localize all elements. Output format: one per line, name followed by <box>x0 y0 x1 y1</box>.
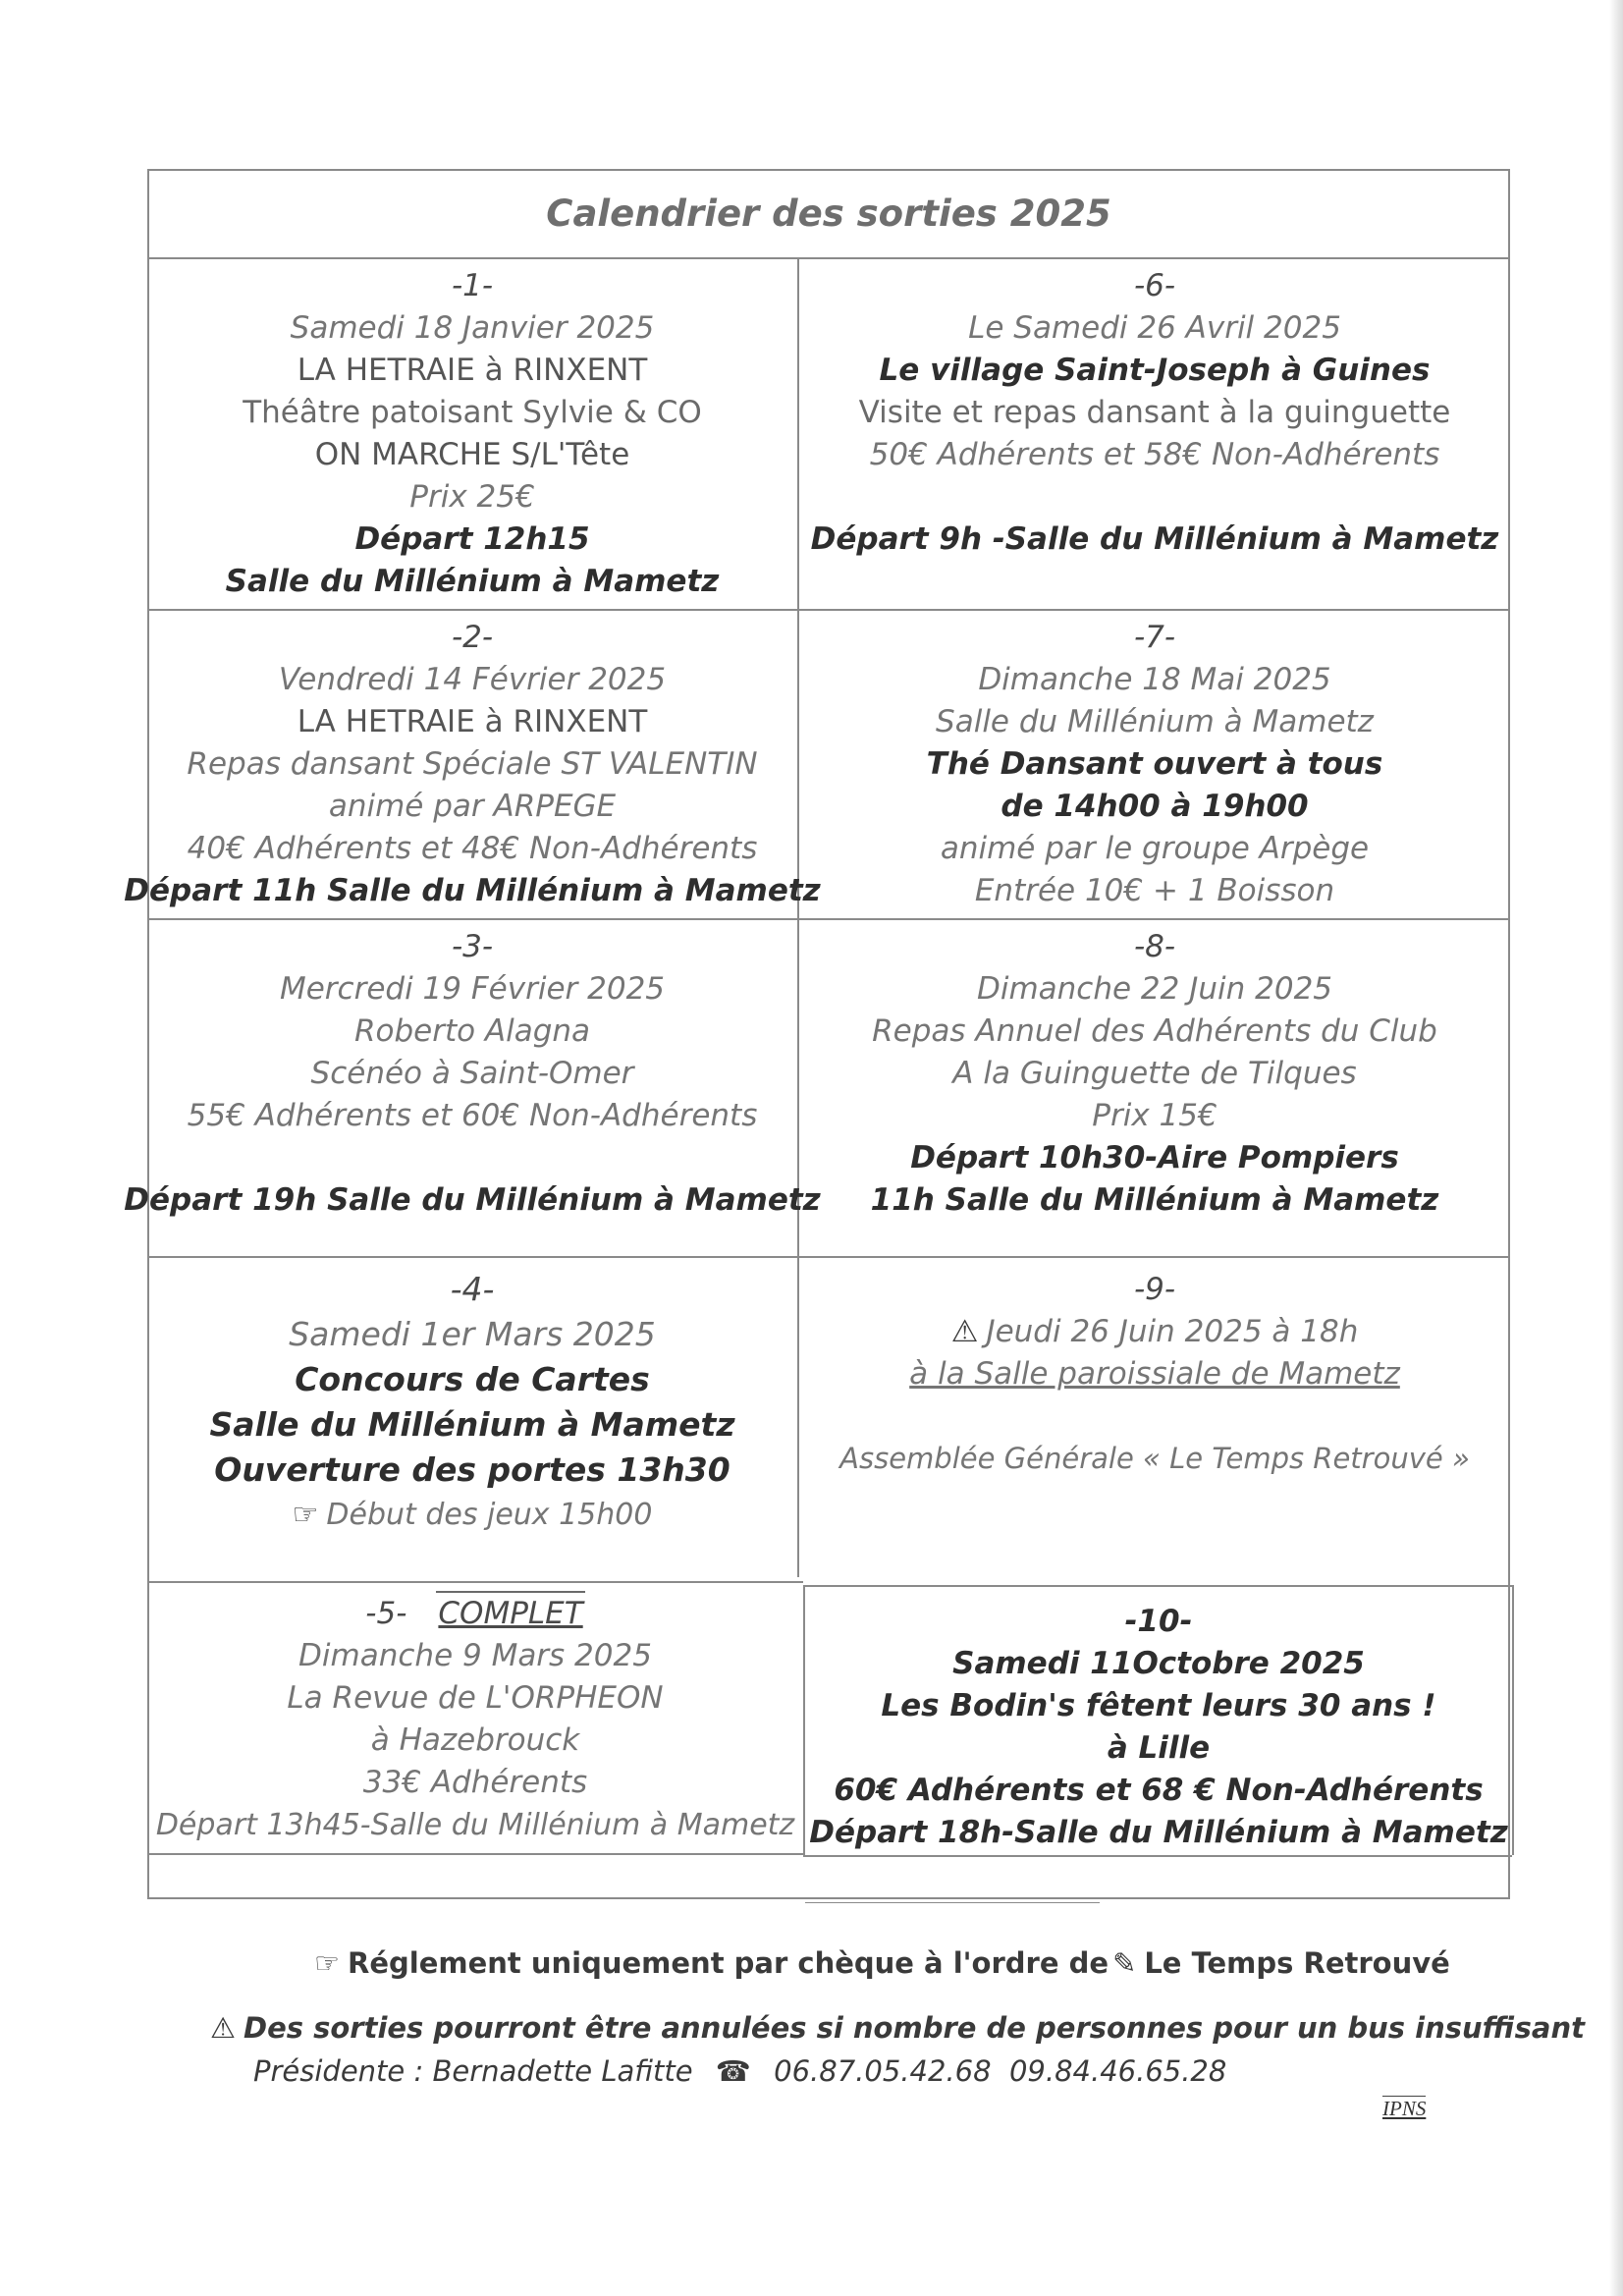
outing-event: Repas Annuel des Adhérents du Club <box>872 1013 1437 1049</box>
outing-venue: A la Guinguette de Tilques <box>952 1056 1357 1091</box>
page-title: Calendrier des sorties 2025 <box>546 191 1111 235</box>
outing-date: Mercredi 19 Février 2025 <box>279 971 666 1007</box>
outing-price: Entrée 10€ + 1 Boisson <box>974 873 1335 908</box>
outing-event: Visite et repas dansant à la guinguette <box>858 395 1451 430</box>
outing-departure: Départ 13h45-Salle du Millénium à Mametz <box>155 1808 795 1842</box>
president-phones: 06.87.05.42.68 09.84.46.65.28 <box>774 2054 1227 2088</box>
outing-number: -9- <box>1133 1272 1176 1307</box>
outing-date: Le Samedi 26 Avril 2025 <box>968 310 1341 346</box>
outing-venue: à Lille <box>1107 1730 1211 1766</box>
outing-date <box>951 1311 1359 1353</box>
pointing-hand-icon: ☞ <box>292 1498 319 1532</box>
warning-note <box>210 2011 1585 2045</box>
outing-price: 60€ Adhérents et 68 € Non-Adhérents <box>834 1773 1484 1808</box>
warning-triangle-icon: ⚠ <box>950 1314 979 1349</box>
scan-edge <box>1609 0 1623 2296</box>
outing-event: Les Bodin's fêtent leurs 30 ans ! <box>881 1688 1436 1723</box>
outing-date: Vendredi 14 Février 2025 <box>278 662 667 697</box>
outing-departure: Départ 10h30-Aire Pompiers <box>910 1140 1399 1175</box>
outing-event: Repas dansant Spéciale ST VALENTIN <box>187 746 758 782</box>
under-stroke <box>805 1902 1100 1903</box>
outing-8 <box>799 926 1510 1222</box>
outing-games-start-text: Début des jeux 15h00 <box>326 1498 653 1532</box>
outing-6 <box>799 265 1510 561</box>
row-divider-4-left <box>147 1581 803 1583</box>
row-divider-2 <box>147 918 1510 920</box>
outing-meeting-point: Salle du Millénium à Mametz <box>225 564 720 599</box>
outing-hours: de 14h00 à 19h00 <box>1001 789 1309 824</box>
outing-price: Prix 25€ <box>409 479 535 515</box>
outing-3 <box>124 926 821 1222</box>
outing-meeting-point: 11h Salle du Millénium à Mametz <box>870 1182 1439 1218</box>
outing-9 <box>799 1269 1510 1480</box>
outing-4 <box>147 1267 797 1538</box>
outing-venue: à Hazebrouck <box>370 1722 580 1758</box>
payment-note-text: Réglement uniquement par chèque à l'ordre de <box>348 1946 1109 1980</box>
outing-departure: Départ 18h-Salle du Millénium à Mametz <box>809 1815 1508 1850</box>
outing-entertainment: animé par le groupe Arpège <box>940 831 1370 866</box>
telephone-icon: ☎ <box>715 2054 751 2088</box>
row-divider-3 <box>147 1256 1510 1258</box>
outing-price: 55€ Adhérents et 60€ Non-Adhérents <box>187 1098 758 1133</box>
outing-event: La Revue de L'ORPHEON <box>287 1680 664 1716</box>
outing-venue: à la Salle paroissiale de Mametz <box>909 1356 1400 1392</box>
outing-number: -7- <box>1133 620 1176 655</box>
outing-date: Dimanche 22 Juin 2025 <box>976 971 1333 1007</box>
outing-venue: Salle du Millénium à Mametz <box>209 1405 735 1444</box>
outing-number: -6- <box>1133 268 1176 303</box>
outing-departure: Départ 9h -Salle du Millénium à Mametz <box>810 521 1499 557</box>
outing-date: Samedi 11Octobre 2025 <box>952 1646 1365 1681</box>
outing-number-row <box>365 1591 584 1635</box>
outing-number: -8- <box>1133 929 1176 964</box>
title-divider <box>147 257 1510 259</box>
outing-10 <box>805 1601 1512 1854</box>
outing-number: -10- <box>1124 1604 1193 1639</box>
outing-number: -2- <box>451 620 494 655</box>
outing-show: ON MARCHE S/L'Tête <box>314 437 630 472</box>
outing-departure: Départ 12h15 <box>354 521 590 557</box>
outing-event: Roberto Alagna <box>353 1013 591 1049</box>
outing-departure: Départ 19h Salle du Millénium à Mametz <box>124 1182 821 1218</box>
right-box-side <box>1512 1585 1514 1855</box>
outing-entertainment: animé par ARPEGE <box>328 789 617 824</box>
outing-price: Prix 15€ <box>1092 1098 1217 1133</box>
outing-price: 50€ Adhérents et 58€ Non-Adhérents <box>869 437 1440 472</box>
ipns-stamp: IPNS <box>1382 2097 1427 2120</box>
outing-number: -1- <box>451 268 494 303</box>
outing-event: Thé Dansant ouvert à tous <box>926 746 1383 782</box>
president-line <box>253 2054 1226 2088</box>
pointing-hand-icon: ☞ <box>314 1946 340 1980</box>
outing-venue: Le village Saint-Joseph à Guines <box>879 353 1431 388</box>
outing-number: -4- <box>450 1270 495 1308</box>
outing-event: Théâtre patoisant Sylvie & CO <box>243 395 702 430</box>
outing-date: Samedi 1er Mars 2025 <box>289 1315 656 1353</box>
outing-doors: Ouverture des portes 13h30 <box>214 1450 730 1489</box>
outing-7 <box>799 617 1510 912</box>
outing-5 <box>147 1591 803 1846</box>
complet-badge: COMPLET <box>436 1591 584 1635</box>
outing-venue: Scénéo à Saint-Omer <box>310 1056 634 1091</box>
outing-games-start <box>293 1493 653 1538</box>
left-box-bottom <box>147 1853 803 1855</box>
outing-date: Dimanche 18 Mai 2025 <box>978 662 1331 697</box>
outing-date: Samedi 18 Janvier 2025 <box>290 310 655 346</box>
outing-event: Concours de Cartes <box>295 1360 650 1398</box>
outing-date: Dimanche 9 Mars 2025 <box>298 1638 652 1673</box>
outing-number: -3- <box>451 929 494 964</box>
outing-number: -5- <box>365 1596 407 1631</box>
row-divider-1 <box>147 609 1510 611</box>
payment-payee: Le Temps Retrouvé <box>1144 1946 1450 1980</box>
outing-venue: LA HETRAIE à RINXENT <box>297 704 648 739</box>
outing-1 <box>147 265 797 603</box>
outing-date-text: Jeudi 26 Juin 2025 à 18h <box>986 1314 1359 1349</box>
outing-price: 40€ Adhérents et 48€ Non-Adhérents <box>187 831 758 866</box>
right-box-bottom <box>803 1855 1512 1857</box>
outing-event: Assemblée Générale « Le Temps Retrouvé » <box>839 1442 1470 1475</box>
outing-price: 33€ Adhérents <box>362 1765 588 1800</box>
warning-triangle-icon: ⚠ <box>210 2011 236 2045</box>
outing-venue: LA HETRAIE à RINXENT <box>297 353 648 388</box>
pen-icon: ✎ <box>1112 1946 1137 1980</box>
row-divider-4-right <box>803 1585 1512 1587</box>
outing-venue: Salle du Millénium à Mametz <box>936 704 1374 739</box>
warning-note-text: Des sorties pourront être annulées si nombre de personnes pour un bus insuffisant <box>243 2011 1585 2045</box>
president-name: Présidente : Bernadette Lafitte <box>253 2054 693 2088</box>
outing-departure: Départ 11h Salle du Millénium à Mametz <box>124 873 821 908</box>
payment-note <box>314 1946 1450 1980</box>
outing-2 <box>124 617 821 912</box>
